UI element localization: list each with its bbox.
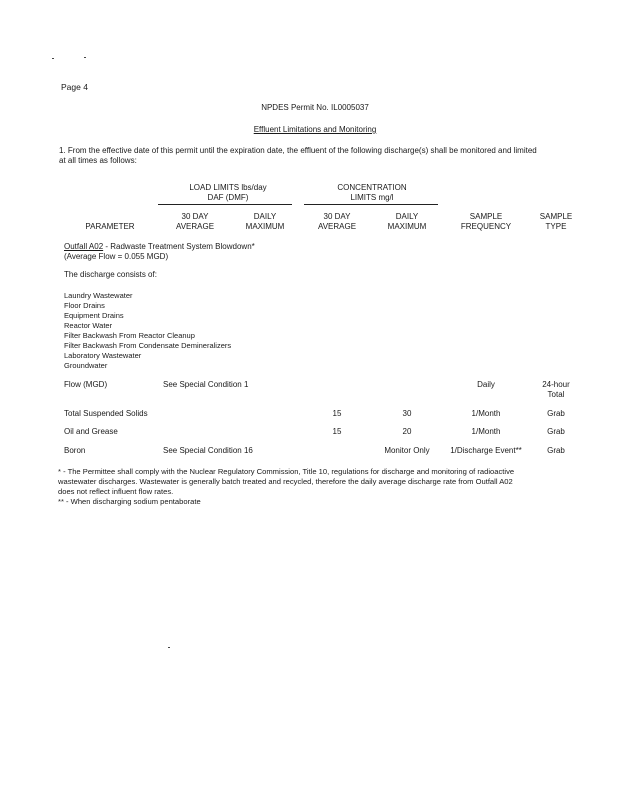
- row-tss-frequency: 1/Month: [471, 409, 501, 418]
- col-conc-avg-2: AVERAGE: [317, 222, 357, 231]
- outfall-average-flow: (Average Flow = 0.055 MGD): [64, 252, 169, 261]
- outfall-title: - Radwaste Treatment System Blowdown*: [103, 242, 255, 251]
- row-oil-frequency: 1/Month: [471, 427, 501, 436]
- row-flow-type-2: Total: [547, 390, 565, 399]
- source-item: Filter Backwash From Condensate Demineralizers: [64, 341, 232, 350]
- outfall-heading: [64, 242, 255, 252]
- section-title: Effluent Limitations and Monitoring: [253, 125, 377, 134]
- col-conc-max-1: DAILY: [395, 212, 419, 221]
- col-freq-2: FREQUENCY: [460, 222, 512, 231]
- col-type-1: SAMPLE: [539, 212, 573, 221]
- scan-speck: [168, 647, 170, 648]
- scan-speck: [52, 58, 54, 59]
- row-tss-type: Grab: [547, 409, 565, 418]
- col-load-avg-1: 30 DAY: [181, 212, 209, 221]
- scan-speck: [84, 57, 86, 58]
- footnote-1-line-2: wastewater discharges. Wastewater is generally batch treated and recycled, therefore the daily average discharge rate from Outfall A02: [58, 477, 513, 486]
- col-conc-avg-1: 30 DAY: [323, 212, 351, 221]
- row-oil-type: Grab: [547, 427, 565, 436]
- row-tss-conc-avg: 15: [332, 409, 342, 418]
- col-parameter: PARAMETER: [85, 222, 135, 231]
- row-boron-conc-max: Monitor Only: [384, 446, 430, 455]
- source-item: Laundry Wastewater: [64, 291, 133, 300]
- source-item: Floor Drains: [64, 301, 105, 310]
- row-boron-parameter: Boron: [64, 446, 86, 455]
- row-flow-frequency: Daily: [477, 380, 495, 389]
- page-number: Page 4: [61, 82, 88, 92]
- permit-number: NPDES Permit No. IL0005037: [261, 103, 369, 112]
- concentration-subheader: LIMITS mg/l: [350, 193, 394, 202]
- source-item: Laboratory Wastewater: [64, 351, 142, 360]
- source-item: Equipment Drains: [64, 311, 124, 320]
- row-oil-conc-avg: 15: [332, 427, 342, 436]
- footnote-2: ** - When discharging sodium pentaborate: [58, 497, 201, 506]
- row-boron-load: See Special Condition 16: [163, 446, 253, 455]
- row-oil-conc-max: 20: [402, 427, 412, 436]
- row-flow-type-1: 24-hour: [542, 380, 570, 389]
- intro-line-1: 1. From the effective date of this permit until the expiration date, the effluent of the following discharge(s) shall be monitored and limited: [59, 146, 537, 155]
- col-type-2: TYPE: [545, 222, 567, 231]
- load-limits-subheader: DAF (DMF): [207, 193, 249, 202]
- intro-line-2: at all times as follows:: [59, 156, 137, 165]
- concentration-header: CONCENTRATION: [337, 183, 407, 192]
- outfall-label: Outfall A02: [64, 242, 104, 251]
- footnote-1-line-3: does not reflect influent flow rates.: [58, 487, 174, 496]
- row-tss-conc-max: 30: [402, 409, 412, 418]
- col-freq-1: SAMPLE: [469, 212, 503, 221]
- row-oil-parameter: Oil and Grease: [64, 427, 118, 436]
- col-load-avg-2: AVERAGE: [175, 222, 215, 231]
- row-flow-load: See Special Condition 1: [163, 380, 249, 389]
- discharge-consists: The discharge consists of:: [64, 270, 157, 279]
- load-limits-rule: [158, 204, 292, 205]
- row-tss-parameter: Total Suspended Solids: [64, 409, 148, 418]
- source-item: Reactor Water: [64, 321, 113, 330]
- col-load-max-2: MAXIMUM: [245, 222, 285, 231]
- col-load-max-1: DAILY: [253, 212, 277, 221]
- row-boron-type: Grab: [547, 446, 565, 455]
- source-item: Groundwater: [64, 361, 108, 370]
- row-flow-parameter: Flow (MGD): [64, 380, 108, 389]
- row-boron-frequency: 1/Discharge Event**: [450, 446, 522, 455]
- source-item: Filter Backwash From Reactor Cleanup: [64, 331, 195, 340]
- col-conc-max-2: MAXIMUM: [387, 222, 427, 231]
- footnote-1-line-1: * - The Permittee shall comply with the Nuclear Regulatory Commission, Title 10, regulations for discharge and monitoring of radioactive: [58, 467, 515, 476]
- concentration-rule: [304, 204, 438, 205]
- load-limits-header: LOAD LIMITS lbs/day: [189, 183, 267, 192]
